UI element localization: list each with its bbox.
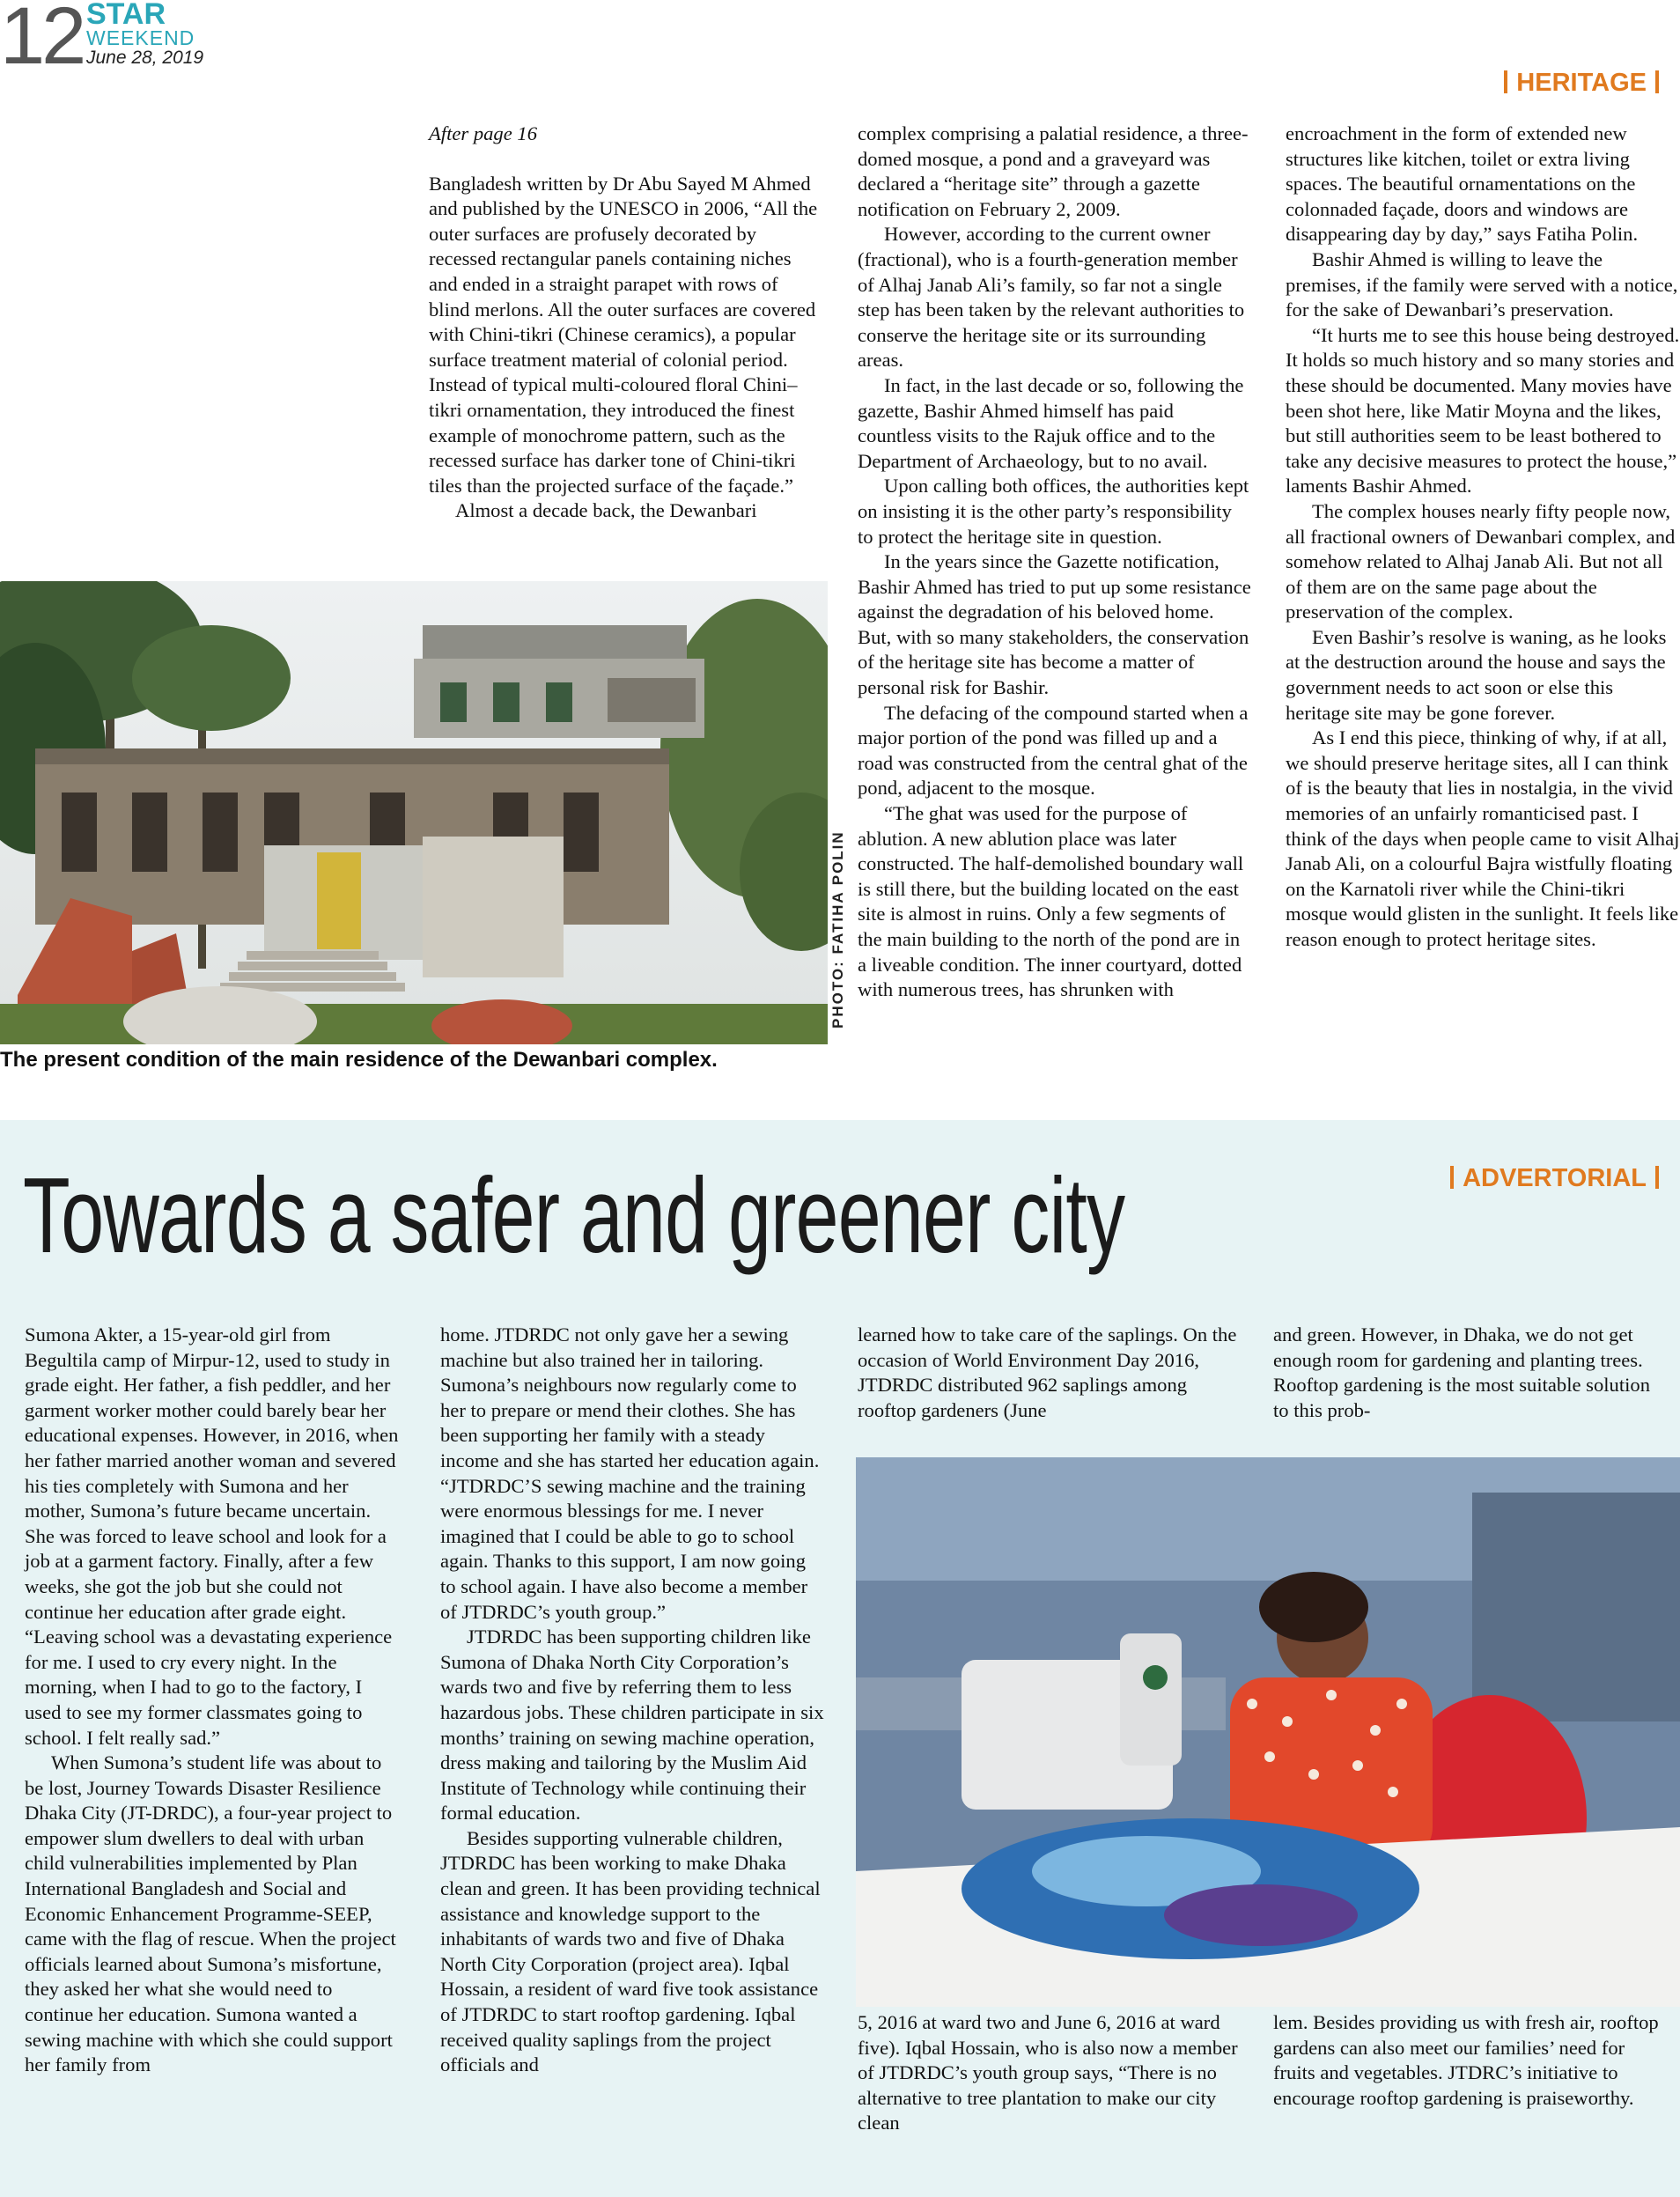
paragraph: lem. Besides providing us with fresh air, rooftop gardens can also meet our families’ need for fruits and vegetables. JTDRC’s initiative to encourage rooftop gardening is praiseworthy. xyxy=(1273,2011,1659,2109)
paragraph: The defacing of the compound started when a major portion of the pond was filled up and a road was constructed from the central ghat of the pond, adjacent to the mosque. xyxy=(858,701,1249,800)
paragraph: 5, 2016 at ward two and June 6, 2016 at ward five). Iqbal Hossain, who is also now a member of JTDRDC’s youth group says, “There is no alternative to tree plantation to make our city clean xyxy=(858,2011,1238,2134)
heritage-column-3 xyxy=(1286,122,1680,953)
sewing-photo xyxy=(856,1457,1680,2007)
heritage-column-1 xyxy=(429,122,823,524)
paragraph: learned how to take care of the saplings. On the occasion of World Environment Day 2016, JTDRDC distributed 962 saplings among rooftop gardeners (June xyxy=(858,1323,1237,1421)
paragraph: Even Bashir’s resolve is waning, as he looks at the destruction around the house and says the government needs to act soon or else this heritage site may be gone forever. xyxy=(1286,625,1667,724)
paragraph: As I end this piece, thinking of why, if at all, we should preserve heritage sites, all I can think of is the beauty that lies in nostalgia, in the vivid memories of an unfairly romanticised past. I think of the days when people came to visit Alhaj Janab Ali, on a colourful Bajra wistfully floating on the Karnatoli river while the Chini-tikri mosque would glisten in the sunlight. It feels like reason enough to protect heritage sites. xyxy=(1286,726,1680,950)
photo-caption: The present condition of the main residence of the Dewanbari complex. xyxy=(0,1048,718,1072)
advertorial-headline: Towards a safer and greener city xyxy=(23,1155,1125,1275)
paragraph: Sumona Akter, a 15-year-old girl from Begultila camp of Mirpur-12, used to study in grade eight. Her father, a fish peddler, and her garment worker mother could barely bear her educational expenses. However, in 2016, when her father married another woman and severed his ties completely with Sumona and her mother, Sumona’s future became uncertain. She was forced to leave school and look for a job at a garment factory. Finally, after a few weeks, she got the job but she could not continue her education after grade eight. “Leaving school was a devastating experience for me. I used to cry every night. In the morning, when I had to go to the factory, I used to see my former classmates going to school. I felt really sad.” xyxy=(25,1323,399,1749)
section-tag-label: HERITAGE xyxy=(1516,69,1647,97)
section-tag-heritage xyxy=(1495,69,1668,98)
heritage-column-2 xyxy=(858,122,1252,1003)
brand-sub: WEEKEND xyxy=(86,26,195,49)
paragraph: encroachment in the form of extended new structures like kitchen, toilet or extra living spaces. The beautiful ornamentations on the colonnaded façade, doors and windows are disappearing day by day,” says Fatiha Polin. xyxy=(1286,122,1639,246)
heritage-building-photo xyxy=(0,581,828,1044)
paragraph: and green. However, in Dhaka, we do not get enough room for gardening and planting trees. Rooftop gardening is the most suitable solution to this prob- xyxy=(1273,1323,1650,1421)
page-number: 12 xyxy=(0,0,84,81)
paragraph: Almost a decade back, the Dewanbari xyxy=(455,499,757,522)
paragraph: JTDRDC has been supporting children like Sumona of Dhaka North City Corporation’s wards two and five by referring them to less hazardous jobs. These children participate in six months’ training on sewing machine operation, dress making and tailoring by the Muslim Aid Institute of Technology while continuing their formal education. xyxy=(440,1626,824,1825)
paragraph: In fact, in the last decade or so, following the gazette, Bashir Ahmed himself has paid countless visits to the Rajuk office and to the Department of Archaeology, but to no avail. xyxy=(858,373,1244,472)
building-illustration xyxy=(0,581,828,1044)
paragraph: “It hurts me to see this house being destroyed. It holds so much history and so many stories and these should be documented. Many movies have been shot here, like Matir Moyna and the likes, but still authorities seem to be least bothered to take any decisive measures to protect the house,” laments Bashir Ahmed. xyxy=(1286,323,1680,498)
section-tag-advertorial xyxy=(1441,1164,1668,1193)
advertorial-column-3-top xyxy=(858,1323,1245,1423)
paragraph: “The ghat was used for the purpose of ablution. A new ablution place was later constructed. The half-demolished boundary wall is still there, but the building located on the east site is almost in ruins. Only a few segments of the main building to the north of the pond are in a liveable condition. The inner courtyard, dotted with numerous trees, has shrunken with xyxy=(858,802,1244,1001)
paragraph: Besides supporting vulnerable children, JTDRDC has been working to make Dhaka clean and green. It has been providing technical assistance and knowledge support to the inhabitants of wards two and five of Dhaka North City Corporation (project area). Iqbal Hossain, a resident of ward five took assistance of JTDRDC to start rooftop gardening. Iqbal received quality saplings from the project officials and xyxy=(440,1826,821,2076)
paragraph: Upon calling both offices, the authorities kept on insisting it is the other party’s responsibility to protect the heritage site in question. xyxy=(858,475,1249,548)
advertorial-column-4-bottom xyxy=(1273,2010,1661,2111)
publication-brand xyxy=(86,0,203,69)
continuation-note: After page 16 xyxy=(429,122,537,144)
advertorial-column-1 xyxy=(25,1323,403,2078)
paragraph: Bashir Ahmed is willing to leave the premises, if the family were served with a notice, for the sake of Dewanbari’s preservation. xyxy=(1286,247,1678,321)
brand-name: STAR xyxy=(86,0,166,31)
paragraph: The complex houses nearly fifty people now, all fractional owners of Dewanbari complex, and somehow related to Alhaj Janab Ali. But not all of them are on the same page about the preservation of the complex. xyxy=(1286,499,1676,623)
issue-date: June 28, 2019 xyxy=(86,48,204,68)
advertorial-column-3-bottom xyxy=(858,2010,1245,2136)
photo-credit: PHOTO: FATIHA POLIN xyxy=(829,830,846,1028)
paragraph: In the years since the Gazette notification, Bashir Ahmed has tried to put up some resistance against the degradation of his beloved home. But, with so many stakeholders, the conservation of the heritage site has become a matter of personal risk for Bashir. xyxy=(858,550,1251,699)
paragraph: When Sumona’s student life was about to be lost, Journey Towards Disaster Resilience Dhaka City (JT-DRDC), a four-year project to empower slum dwellers to deal with urban child vulnerabilities implemented by Plan International Bangladesh and Social and Economic Enhancement Programme-SEEP, came with the flag of rescue. When the project officials learned about Sumona’s misfortune, they asked her what she would need to continue her education. Sumona wanted a sewing machine with which she could support her family from xyxy=(25,1751,396,2076)
sewing-illustration xyxy=(856,1457,1680,2007)
advertorial-column-4-top xyxy=(1273,1323,1661,1423)
paragraph: Bangladesh written by Dr Abu Sayed M Ahmed and published by the UNESCO in 2006, “All the outer surfaces are profusely decorated by recessed rectangular panels containing niches and ended in a straight parapet with rows of blind merlons. All the outer surfaces are covered with Chini-tikri (Chinese ceramics), a popular surface treatment material of colonial period. Instead of typical multi-coloured floral Chini–tikri ornamentation, they introduced the finest example of monochrome pattern, such as the recessed surface has darker tone of Chini-tikri tiles than the projected surface of the façade.” xyxy=(429,172,818,497)
section-tag-label: ADVERTORIAL xyxy=(1463,1164,1647,1192)
advertorial-column-2 xyxy=(440,1323,826,2078)
paragraph: home. JTDRDC not only gave her a sewing machine but also trained her in tailoring. Sumona’s neighbours now regularly come to her to prepare or mend their clothes. She has been supporting her family with a steady income and she has started her education again. “JTDRDC’S sewing machine and the training were enormous blessings for me. I never imagined that I could be able to go to school again. Thanks to this support, I am now going to school again. I have also become a member of JTDRDC’s youth group.” xyxy=(440,1323,820,1623)
paragraph: However, according to the current owner (fractional), who is a fourth-generation member of Alhaj Janab Ali’s family, so far not a single step has been taken by the relevant authorities to conserve the heritage site or its surrounding areas. xyxy=(858,223,1245,372)
paragraph: complex comprising a palatial residence, a three-domed mosque, a pond and a graveyard was declared a “heritage site” through a gazette notification on February 2, 2009. xyxy=(858,122,1249,220)
